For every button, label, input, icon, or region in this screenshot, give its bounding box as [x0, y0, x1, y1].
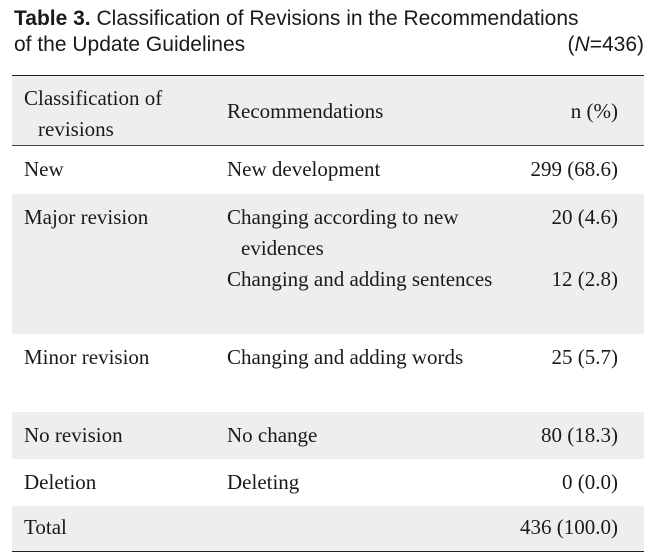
row-classification: Total — [24, 515, 67, 539]
row-classification: Major revision — [24, 205, 149, 229]
row-classification: Minor revision — [24, 345, 150, 369]
sample-size: (N=436) — [567, 33, 644, 56]
row-recommendation: New development — [227, 157, 381, 181]
header-recommendations: Recommendations — [227, 98, 384, 123]
table-header-row — [12, 76, 644, 146]
revisions-table — [12, 75, 644, 552]
header-n-percent: n (%) — [570, 98, 618, 123]
row-n-percent: 299 (68.6) — [530, 157, 618, 181]
row-n-percent: 25 (5.7) — [551, 345, 618, 369]
row-n-percent: 80 (18.3) — [541, 423, 618, 447]
row-recommendation: No change — [227, 423, 318, 447]
row-classification: Deletion — [24, 470, 97, 494]
sub-row — [227, 202, 644, 264]
table-row — [12, 459, 644, 506]
sub-row — [227, 264, 644, 295]
caption-line-1 — [14, 6, 644, 32]
row-classification: New — [24, 157, 64, 181]
header-classification: Classification of revisions — [24, 86, 163, 141]
table-row — [12, 334, 644, 412]
caption-line-2 — [14, 32, 644, 58]
table-title-line-2: of the Update Guidelines — [14, 33, 246, 56]
row-recommendation: Changing and adding words — [227, 345, 464, 369]
table-row — [12, 412, 644, 459]
row-recommendation: Changing according to new evidences — [227, 205, 459, 260]
row-n-percent: 20 (4.6) — [551, 205, 618, 229]
table-label: Table 3. — [14, 7, 91, 30]
table-title-line-1: Classification of Revisions in the Recommendations — [96, 7, 579, 30]
table-total-row — [12, 506, 644, 551]
table-caption — [14, 6, 644, 58]
row-classification: No revision — [24, 423, 123, 447]
table-row — [12, 146, 644, 194]
row-n-percent: 436 (100.0) — [520, 515, 618, 539]
table-row — [12, 194, 644, 334]
row-n-percent: 0 (0.0) — [562, 470, 618, 494]
row-items — [227, 202, 644, 295]
row-recommendation: Deleting — [227, 470, 300, 494]
row-recommendation: Changing and adding sentences — [227, 267, 493, 291]
row-n-percent: 12 (2.8) — [551, 267, 618, 291]
